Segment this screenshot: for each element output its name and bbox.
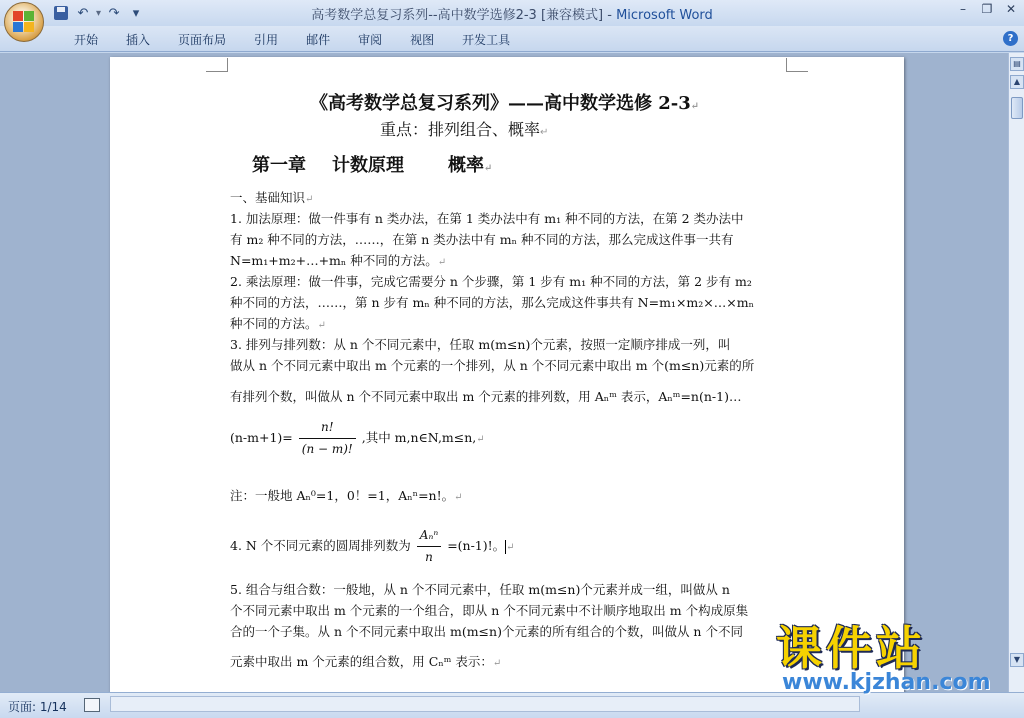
chapter-heading: 第一章 计数原理 概率↵ [252,155,493,176]
fraction: $\frac{\text{Aₙⁿ}}{n}$ [417,525,441,568]
ribbon-tabs [0,26,1024,52]
customize-qat-icon[interactable]: ▾ [132,5,140,21]
close-icon[interactable]: ✕ [1005,2,1017,16]
undo-dropdown-icon[interactable]: ▾ [96,7,102,19]
scroll-up-icon[interactable]: ▲ [1010,75,1024,89]
paragraph-addition-principle: 1. 加法原理：做一件事有 n 类办法，在第 1 类办法中有 m₁ 种不同的方法，在第 2 类办法中 有 m₂ 种不同的方法，……，在第 n 类办法中有 mₙ 种不同的方法，那么完成这件事一共有 N=m₁+m₂+…+mₙ 种不同的方法。↵ [230,211,744,268]
document-page[interactable] [110,57,904,692]
tab-insert[interactable]: 插入 [126,33,151,47]
watermark-logo [776,612,1006,702]
office-button[interactable] [4,2,44,42]
title-bar [0,0,1024,26]
doc-subtitle: 重点：排列组合、概率↵ [380,120,549,139]
margin-corner-mark [786,58,808,72]
window-controls [956,2,1018,16]
restore-icon[interactable]: ❐ [981,2,993,16]
tab-references[interactable]: 引用 [254,33,279,47]
tab-list [60,26,524,52]
tab-developer[interactable]: 开发工具 [462,33,511,47]
document-name: 高考数学总复习系列--高中数学选修2-3 [兼容模式] - [311,8,617,23]
watermark-brand: 课件站 [776,621,926,675]
paragraph-permutation: 3. 排列与排列数：从 n 个不同元素中，任取 m(m≤n)个元素，按照一定顺序排成一列，叫 做从 n 个不同元素中取出 m 个元素的一个排列，从 n 个不同元素中取出 m 个(m≤n)元素的所 有排列个数，叫做从 n 个不同元素中取出 m 个元素的排列数，用 Aₙᵐ 表示，Aₙᵐ=n(n-1)… [230,337,755,404]
window-title [0,4,1024,23]
scroll-down-icon[interactable]: ▼ [1010,653,1024,667]
help-icon[interactable]: ? [1003,31,1018,46]
tab-view[interactable]: 视图 [410,33,435,47]
page-indicator[interactable]: 页面: 1/14 [8,700,67,714]
layout-icon[interactable] [84,698,100,712]
vertical-scrollbar[interactable] [1008,53,1024,692]
ruler-toggle-icon[interactable]: ▤ [1010,57,1024,71]
margin-corner-mark [206,58,228,72]
paragraph-combination: 5. 组合与组合数：一般地，从 n 个不同元素中，任取 m(m≤n)个元素并成一组，叫做从 n 个不同元素中取出 m 个元素的一个组合，即从 n 个不同元素中不计顺序地取出 m 个构成原集 合的一个子集。从 n 个不同元素中取出 m(m≤n)个元素的所有组合的个数，叫做从 n 个不同 [230,582,749,639]
app-name: Microsoft Word [616,8,713,23]
undo-icon[interactable]: ↶ [77,5,89,21]
note-paragraph: 注：一般地 Aₙ⁰=1，0！=1，Aₙⁿ=n!。↵ [230,488,463,503]
paragraph-combination-number: 元素中取出 m 个元素的组合数，用 Cₙᵐ 表示：↵ [230,654,502,669]
tab-page-layout[interactable]: 页面布局 [178,33,227,47]
tab-home[interactable]: 开始 [74,33,99,47]
horizontal-scrollbar[interactable] [110,696,860,712]
section-heading: 一、基础知识↵ [230,190,314,205]
scroll-thumb[interactable] [1011,97,1023,119]
doc-title: 《高考数学总复习系列》——高中数学选修 2-3↵ [310,93,700,114]
redo-icon[interactable]: ↷ [108,5,120,21]
tab-mailings[interactable]: 邮件 [306,33,331,47]
paragraph-circular-permutation: 4. N 个不同元素的圆周排列数为 $\frac{\text{Aₙⁿ}}{n}$ =(n-1)!。↵ [230,525,786,568]
minimize-icon[interactable]: – [960,2,966,16]
office-logo-icon [13,11,35,33]
tab-review[interactable]: 审阅 [358,33,383,47]
fraction: $\frac{n!}{(n - m)!}$ [299,417,356,460]
watermark-url: www.kjzhan.com [782,670,991,695]
permutation-formula: (n-m+1)= $\frac{n!}{(n - m)!}$ ,其中 m,n∈N,m≤n,↵ [230,417,786,460]
paragraph-multiplication-principle: 2. 乘法原理：做一件事，完成它需要分 n 个步骤，第 1 步有 m₁ 种不同的方法，第 2 步有 m₂ 种不同的方法，……，第 n 步有 mₙ 种不同的方法，那么完成这件事共有 N=m₁×m₂×…×mₙ 种不同的方法。↵ [230,274,755,331]
document-workspace[interactable] [0,53,1008,692]
